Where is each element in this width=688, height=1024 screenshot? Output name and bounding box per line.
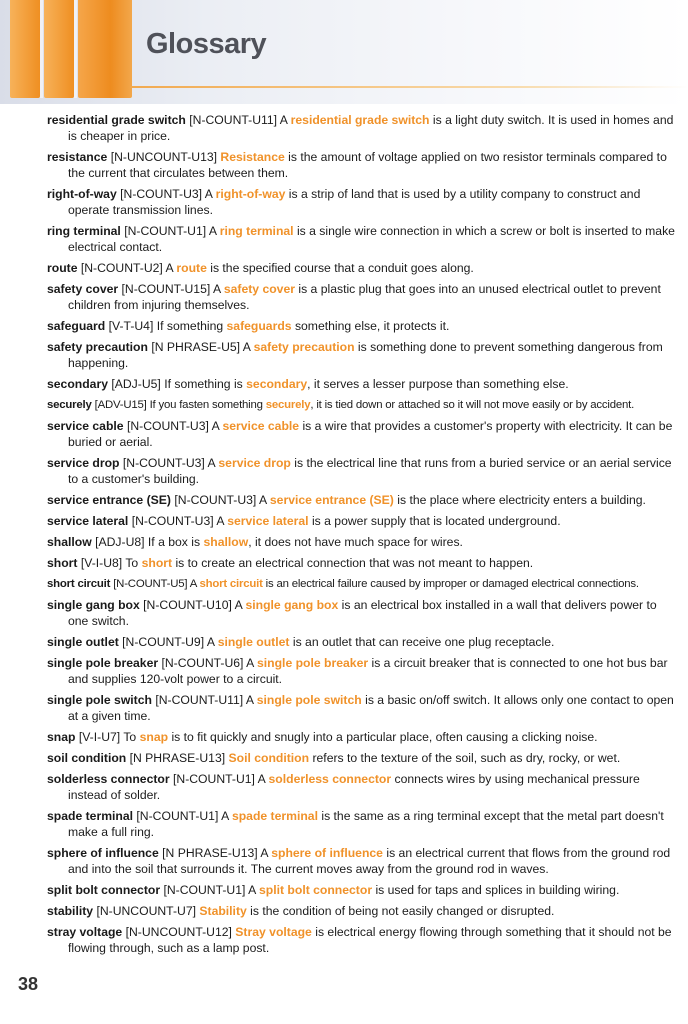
entry-definition: is a wire that provides a customer's property with electricity. It can be buried or aerial. [68,419,673,449]
entry-definition: , it is tied down or attached so it will not move easily or by accident. [310,399,635,411]
entry-highlight: split bolt connector [258,883,373,897]
glossary-entry [47,149,677,181]
entry-definition: connects wires by using mechanical pressure instead of solder. [68,772,640,802]
entry-highlight: safety precaution [253,340,355,354]
entry-term: soil condition [47,751,127,765]
entry-term: securely [47,399,92,411]
entry-definition: is the same as a ring terminal except that the metal part doesn't make a full ring. [68,809,664,839]
entry-tag: [ADJ-U5] [111,377,161,391]
entry-highlight: sphere of influence [271,846,383,860]
entry-tag: [N-COUNT-U3] [174,493,257,507]
entry-definition: is the place where electricity enters a building. [397,493,646,507]
entry-tag: [N-COUNT-U1] [124,224,207,238]
glossary-entry [47,597,677,629]
entry-pre-text: A [279,113,288,127]
entry-term: split bolt connector [47,883,161,897]
entry-tag: [N-COUNT-U10] [143,598,232,612]
entry-pre-text: A [207,456,215,470]
entry-term: stray voltage [47,925,123,939]
entry-definition: is an outlet that can receive one plug receptacle. [292,635,555,649]
glossary-entry [47,492,677,508]
entry-highlight: Soil condition [228,751,310,765]
glossary-entry [47,845,677,877]
entry-tag: [N-COUNT-U11] [189,113,278,127]
entry-pre-text: A [208,224,217,238]
glossary-entry [47,397,677,413]
entry-definition: is a light duty switch. It is used in homes and is cheaper in price. [68,113,674,143]
entry-tag: [N-COUNT-U3] [126,419,209,433]
entry-definition: , it serves a lesser purpose than something else. [307,377,569,391]
glossary-entry [47,771,677,803]
entry-term: short circuit [47,578,111,590]
entry-term: service cable [47,419,124,433]
entry-tag: [N-UNCOUNT-U7] [96,904,196,918]
glossary-entry [47,260,677,276]
entry-term: single pole breaker [47,656,159,670]
entry-pre-text: A [259,493,267,507]
entry-term: single outlet [47,635,119,649]
glossary-entry [47,882,677,898]
entry-tag: [N PHRASE-U5] [151,340,241,354]
entry-definition: is to fit quickly and snugly into a particular place, often causing a clicking noise. [171,730,598,744]
page-header [0,0,688,104]
glossary-entry [47,534,677,550]
entry-term: single pole switch [47,693,152,707]
glossary-entry [47,692,677,724]
entry-tag: [N PHRASE-U13] [162,846,258,860]
glossary-entry [47,750,677,766]
glossary-list [47,112,677,961]
entry-pre-text: A [246,656,254,670]
entry-tag: [N-COUNT-U5] [113,578,188,590]
entry-pre-text: A [206,635,215,649]
entry-definition: is the amount of voltage applied on two resistor terminals compared to the current that circulates between them. [68,150,667,180]
entry-highlight: spade terminal [231,809,318,823]
entry-term: snap [47,730,76,744]
entry-tag: [N PHRASE-U13] [129,751,226,765]
entry-highlight: short circuit [199,578,263,590]
entry-pre-text: A [165,261,173,275]
entry-pre-text: To [123,730,137,744]
entry-tag: [N-UNCOUNT-U12] [125,925,232,939]
glossary-entry [47,112,677,144]
entry-highlight: service entrance (SE) [269,493,394,507]
entry-definition: something else, it protects it. [294,319,450,333]
entry-term: safety cover [47,282,119,296]
entry-highlight: securely [265,399,311,411]
entry-highlight: route [176,261,207,275]
entry-term: short [47,556,78,570]
entry-term: service lateral [47,514,129,528]
entry-tag: [N-COUNT-U2] [80,261,163,275]
entry-term: shallow [47,535,92,549]
entry-pre-text: If something is [164,377,243,391]
entry-term: ring terminal [47,224,121,238]
glossary-entry [47,634,677,650]
entry-highlight: snap [139,730,169,744]
entry-tag: [N-COUNT-U1] [173,772,255,786]
glossary-entry [47,223,677,255]
entry-definition: is an electrical failure caused by improper or damaged electrical connections. [265,578,639,590]
entry-pre-text: A [189,578,197,590]
entry-tag: [N-COUNT-U3] [120,187,203,201]
entry-definition: is electrical energy flowing through something that it should not be flowing through, such as a lamp post. [68,925,672,955]
entry-highlight: residential grade switch [290,113,430,127]
entry-term: safety precaution [47,340,148,354]
entry-pre-text: A [245,693,254,707]
entry-tag: [N-UNCOUNT-U13] [110,150,218,164]
entry-definition: is the specified course that a conduit goes along. [210,261,474,275]
entry-pre-text: If you fasten something [149,399,263,411]
entry-definition: is a plastic plug that goes into an unused electrical outlet to prevent children from injuring themselves. [68,282,661,312]
header-underline [130,86,688,88]
glossary-entry [47,555,677,571]
glossary-entry [47,903,677,919]
entry-term: single gang box [47,598,140,612]
entry-pre-text: A [248,883,256,897]
entry-tag: [ADJ-U8] [95,535,145,549]
entry-term: service drop [47,456,120,470]
entry-highlight: short [141,556,173,570]
entry-tag: [N-COUNT-U3] [131,514,214,528]
entry-term: route [47,261,78,275]
entry-tag: [N-COUNT-U15] [121,282,211,296]
entry-highlight: Stray voltage [235,925,312,939]
entry-tag: [V-I-U8] [80,556,123,570]
entry-definition: is a single wire connection in which a screw or bolt is inserted to make electrical contact. [68,224,675,254]
entry-definition: is a basic on/off switch. It allows only one contact to open at a given time. [68,693,674,723]
entry-tag: [N-COUNT-U9] [122,635,205,649]
glossary-entry [47,186,677,218]
entry-definition: is something done to prevent something dangerous from happening. [68,340,663,370]
entry-tag: [N-COUNT-U3] [122,456,205,470]
entry-tag: [N-COUNT-U6] [161,656,244,670]
glossary-entry [47,655,677,687]
entry-highlight: shallow [203,535,249,549]
entry-highlight: right-of-way [215,187,286,201]
entry-tag: [N-COUNT-U1] [136,809,219,823]
entry-highlight: single gang box [245,598,339,612]
entry-pre-text: A [242,340,251,354]
glossary-entry [47,376,677,392]
entry-highlight: safety cover [223,282,295,296]
tab-divider [40,0,43,98]
glossary-entry [47,418,677,450]
entry-definition: is the condition of being not easily changed or disrupted. [250,904,555,918]
glossary-entry [47,455,677,487]
entry-pre-text: A [221,809,229,823]
glossary-entry [47,339,677,371]
glossary-entry [47,513,677,529]
page-number: 38 [18,974,39,994]
glossary-entry [47,924,677,956]
entry-tag: [N-COUNT-U11] [155,693,244,707]
page-title: Glossary [146,28,267,60]
entry-pre-text: A [257,772,266,786]
entry-highlight: secondary [246,377,308,391]
entry-definition: is a circuit breaker that is connected to one hot bus bar and supplies 120-volt power to a circuit. [68,656,668,686]
glossary-entry [47,318,677,334]
entry-highlight: single pole switch [256,693,362,707]
entry-highlight: Resistance [220,150,285,164]
entry-highlight: safeguards [226,319,292,333]
entry-highlight: solderless connector [268,772,392,786]
entry-highlight: Stability [199,904,247,918]
tab-divider [74,0,77,98]
glossary-entry [47,281,677,313]
entry-tag: [N-COUNT-U1] [163,883,246,897]
entry-pre-text: A [216,514,224,528]
entry-pre-text: A [260,846,268,860]
entry-term: residential grade switch [47,113,186,127]
header-tab-decoration [78,0,132,98]
entry-term: resistance [47,150,108,164]
entry-highlight: service lateral [227,514,309,528]
entry-pre-text: If something [156,319,224,333]
entry-pre-text: To [125,556,139,570]
entry-highlight: ring terminal [219,224,294,238]
entry-highlight: single pole breaker [257,656,369,670]
entry-term: safeguard [47,319,106,333]
entry-tag: [V-T-U4] [108,319,154,333]
entry-pre-text: If a box is [147,535,201,549]
entry-definition: is an electrical current that flows from the ground rod and into the soil that surrounds it. The current moves away from the ground rod in waves. [68,846,671,876]
entry-highlight: single outlet [217,635,290,649]
entry-term: service entrance (SE) [47,493,171,507]
entry-definition: is an electrical box installed in a wall that delivers power to one switch. [68,598,657,628]
entry-highlight: service drop [218,456,291,470]
entry-tag: [V-I-U7] [78,730,121,744]
header-tab-decoration [44,0,74,98]
entry-tag: [ADV-U15] [94,399,147,411]
entry-term: secondary [47,377,108,391]
entry-pre-text: A [234,598,243,612]
entry-definition: , it does not have much space for wires. [248,535,463,549]
entry-term: spade terminal [47,809,134,823]
entry-term: solderless connector [47,772,170,786]
entry-term: right-of-way [47,187,117,201]
glossary-entry [47,576,677,592]
glossary-entry [47,729,677,745]
entry-pre-text: A [211,419,220,433]
entry-term: stability [47,904,94,918]
entry-definition: is to create an electrical connection that was not meant to happen. [175,556,534,570]
entry-definition: refers to the texture of the soil, such as dry, rocky, or wet. [312,751,621,765]
entry-pre-text: A [212,282,221,296]
entry-definition: is used for taps and splices in building wiring. [375,883,620,897]
header-tab-decoration [10,0,40,98]
entry-pre-text: A [204,187,213,201]
entry-definition: is the electrical line that runs from a buried service or an aerial service to a customer's building. [68,456,672,486]
entry-definition: is a strip of land that is used by a utility company to construct and operate transmission lines. [68,187,641,217]
entry-definition: is a power supply that is located underground. [311,514,561,528]
glossary-entry [47,808,677,840]
entry-highlight: service cable [222,419,300,433]
entry-term: sphere of influence [47,846,159,860]
